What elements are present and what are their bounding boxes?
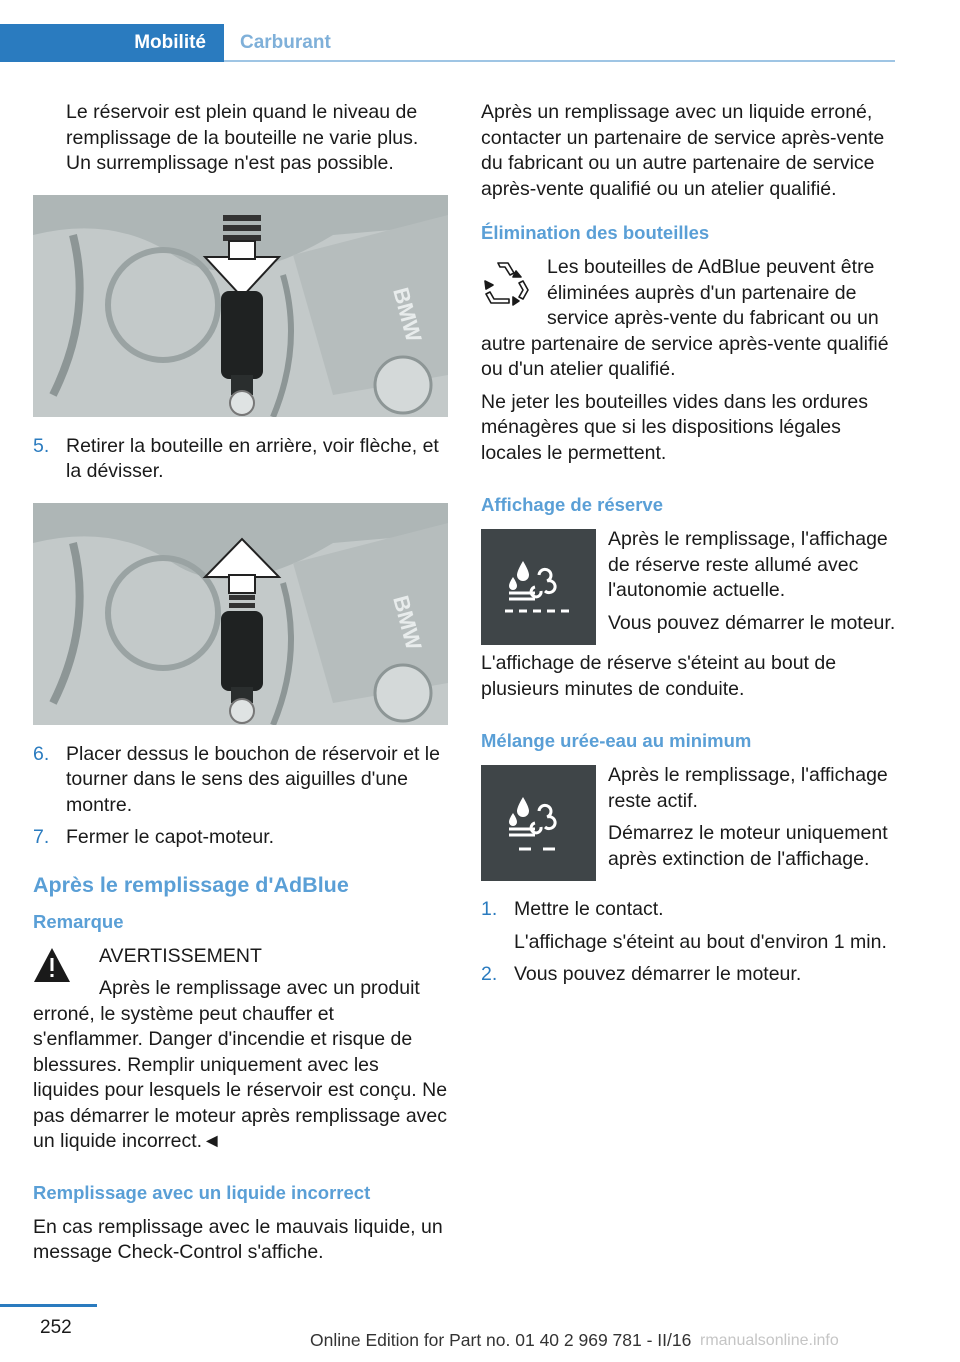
step-text: Placer dessus le bouchon de réservoir et le tourner dans le sens des aiguilles d'une montre. [66, 742, 440, 816]
step-text: Retirer la bouteille en arrière, voir flèche, et la dévisser. [66, 434, 439, 482]
engine-photo-remove [33, 503, 448, 725]
step-number: 2. [481, 963, 498, 985]
svg-text:BMW: BMW [388, 284, 427, 344]
header-tabs [0, 24, 895, 62]
minimum-heading: Mélange urée-eau au minimum [481, 730, 752, 751]
engine-bay-illustration [33, 195, 448, 417]
reserve-block [481, 527, 896, 651]
right-column [481, 100, 896, 995]
incorrect-fill-text: En cas remplissage avec le mauvais liquide, un message Check-Control s'affiche. [33, 1215, 443, 1263]
warning-text: Après le remplissage avec un produit erroné, le système peut chauffer et s'enflammer. Danger d'incendie et risque de blessures. Remplir uniquement avec les liquides pour lesquels le réservoir est conçu. Ne pas démarrer le moteur après remplissage avec un liquide incorrect.◄ [33, 977, 448, 1152]
step-text: Vous pouvez démarrer le moteur. [514, 963, 802, 985]
engine-bay-remove-illustration [33, 503, 448, 725]
minimum-p2: Démarrez le moteur uniquement après extinction de l'affichage. [608, 822, 888, 870]
warning-triangle-icon [33, 946, 99, 990]
step-7 [33, 825, 448, 851]
tab-mobilite-label: Mobilité [134, 32, 206, 53]
edition-info: Online Edition for Part no. 01 40 2 969 781 - II/16 [310, 1330, 692, 1350]
tab-carburant[interactable] [240, 24, 331, 62]
incorrect-fill-continued: Après un remplissage avec un liquide erroné, contacter un partenaire de service après-vente du fabricant ou un autre partenaire de service après-vente qualifié ou un atelier qualifié. [481, 101, 885, 200]
footer-accent-line [0, 1304, 97, 1307]
step-1-main: Mettre le contact. [514, 898, 664, 920]
intro-paragraph: Le réservoir est plein quand le niveau de remplissage de la bouteille ne varie plus. Un surremplissage n'est pas possible. [66, 101, 419, 174]
tab-mobilite[interactable] [0, 24, 224, 62]
step-5 [33, 434, 448, 485]
step-2 [481, 962, 896, 988]
reserve-p2: Vous pouvez démarrer le moteur. [608, 611, 896, 634]
warning-title: AVERTISSEMENT [99, 944, 262, 967]
svg-text:BMW: BMW [388, 592, 427, 652]
minimum-p1: Après le remplissage, l'affichage reste actif. [608, 764, 888, 812]
step-text: Fermer le capot-moteur. [66, 826, 275, 848]
adblue-reserve-icon [481, 529, 596, 645]
step-number: 5. [33, 434, 50, 457]
section-heading: Après le remplissage d'AdBlue [33, 872, 349, 897]
tab-carburant-label: Carburant [240, 32, 331, 53]
left-column [33, 100, 448, 1273]
incorrect-fill-heading: Remplissage avec un liquide incorrect [33, 1181, 371, 1203]
engine-photo-insert [33, 195, 448, 417]
step-number: 6. [33, 742, 50, 765]
watermark: rmanualsonline.info [700, 1332, 839, 1349]
header-divider [224, 60, 895, 62]
recycle-icon [481, 257, 547, 313]
reserve-p1: Après le remplissage, l'affichage de réserve reste allumé avec l'autonomie actuelle. [608, 528, 888, 601]
step-1-sub: L'affichage s'éteint au bout d'environ 1 min. [514, 930, 887, 953]
remark-heading: Remarque [33, 910, 124, 932]
step-text [514, 897, 896, 955]
warning-block [33, 944, 448, 1162]
reserve-heading: Affichage de réserve [481, 494, 664, 515]
disposal-text-2: Ne jeter les bouteilles vides dans les ordures ménagères que si les dispositions légales locales le permettent. [481, 390, 868, 464]
step-number: 7. [33, 826, 50, 848]
disposal-text: Les bouteilles de AdBlue peuvent être éliminées auprès d'un partenaire de service après-vente du fabricant ou un autre partenaire de service après-vente qualifié ou d'un atelier qualifié. [481, 256, 889, 380]
step-6 [33, 742, 448, 819]
adblue-minimum-indicator-icon [499, 783, 579, 863]
page-number: 252 [40, 1317, 72, 1338]
minimum-block [481, 763, 896, 887]
step-1 [481, 897, 896, 955]
reserve-p3: L'affichage de réserve s'éteint au bout de plusieurs minutes de conduite. [481, 652, 837, 700]
adblue-indicator-icon [499, 547, 579, 627]
adblue-minimum-icon [481, 765, 596, 881]
disposal-heading: Élimination des bouteilles [481, 222, 710, 243]
step-number: 1. [481, 898, 498, 920]
disposal-block [481, 255, 896, 390]
